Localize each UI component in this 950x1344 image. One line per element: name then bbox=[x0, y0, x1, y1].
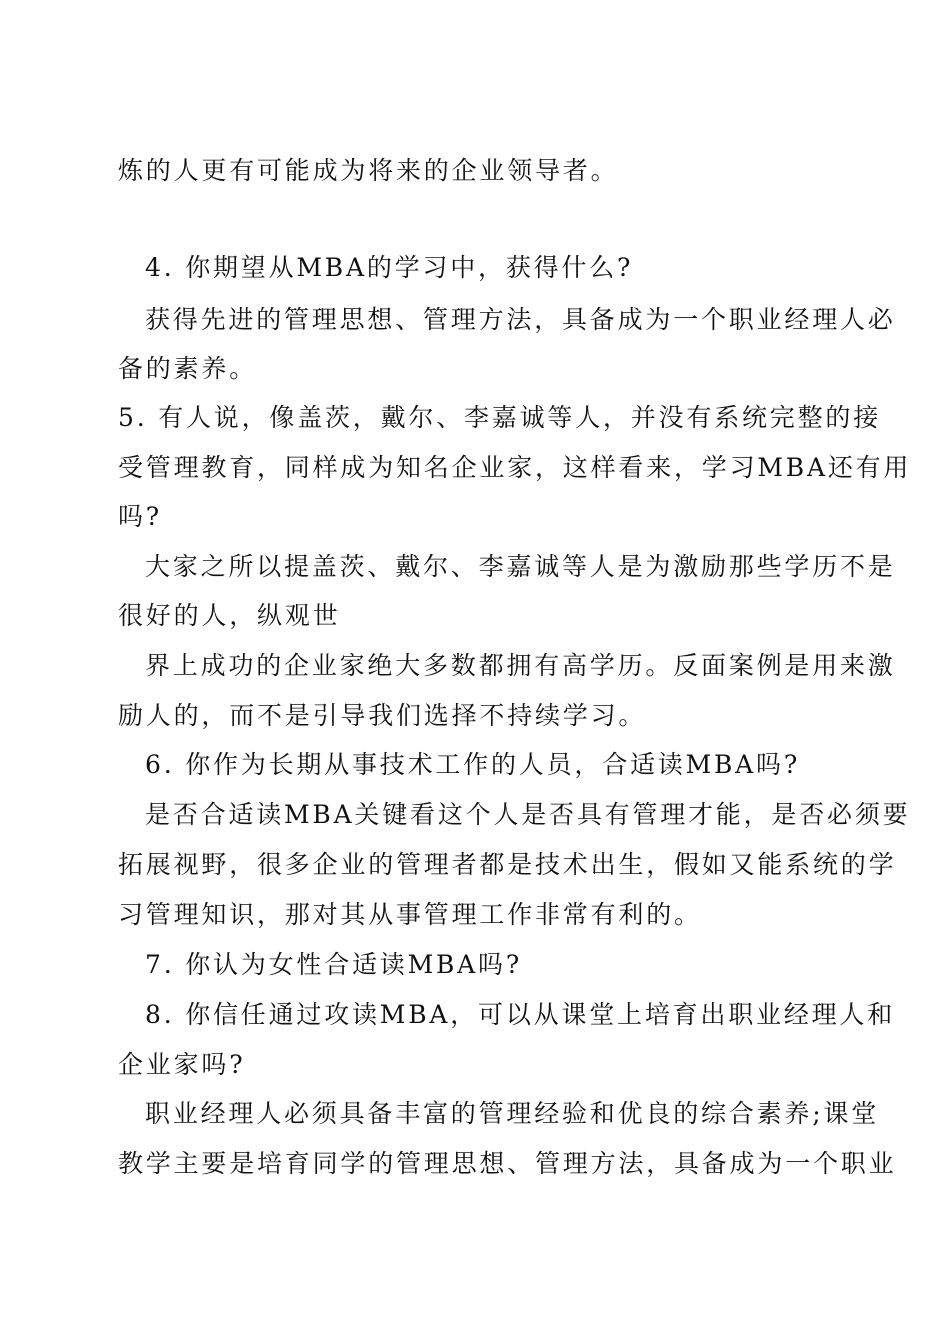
answer-line: 职业经理人必须具备丰富的管理经验和优良的综合素养;课堂 bbox=[145, 1099, 880, 1128]
answer-line: 励人的，而不是引导我们选择不持续学习。 bbox=[118, 701, 647, 730]
question-line: 7. 你认为女性合适读MBA吗? bbox=[145, 950, 523, 979]
question-line: 吗? bbox=[118, 502, 163, 531]
question-line: 企业家吗? bbox=[118, 1050, 246, 1079]
question-line: 8. 你信任通过攻读MBA，可以从课堂上培育出职业经理人和 bbox=[145, 1000, 896, 1029]
answer-line: 教学主要是培育同学的管理思想、管理方法，具备成为一个职业 bbox=[118, 1149, 897, 1178]
answer-line: 拓展视野，很多企业的管理者都是技术出生，假如又能系统的学 bbox=[118, 850, 897, 879]
answer-line: 获得先进的管理思想、管理方法，具备成为一个职业经理人必 bbox=[145, 305, 896, 334]
answer-line: 很好的人，纵观世 bbox=[118, 601, 341, 630]
question-line: 5. 有人说，像盖茨，戴尔、李嘉诚等人，并没有系统完整的接 bbox=[118, 403, 882, 432]
text-line: 炼的人更有可能成为将来的企业领导者。 bbox=[118, 156, 619, 185]
answer-line: 备的素养。 bbox=[118, 354, 258, 383]
answer-line: 是否合适读MBA关键看这个人是否具有管理才能，是否必须要 bbox=[145, 800, 911, 829]
question-line: 4. 你期望从MBA的学习中，获得什么? bbox=[145, 253, 634, 282]
answer-line: 习管理知识，那对其从事管理工作非常有利的。 bbox=[118, 900, 702, 929]
question-line: 受管理教育，同样成为知名企业家，这样看来，学习MBA还有用 bbox=[118, 453, 912, 482]
answer-line: 界上成功的企业家绝大多数都拥有高学历。反面案例是用来激 bbox=[145, 651, 896, 680]
question-line: 6. 你作为长期从事技术工作的人员，合适读MBA吗? bbox=[145, 750, 801, 779]
answer-line: 大家之所以提盖茨、戴尔、李嘉诚等人是为激励那些学历不是 bbox=[145, 552, 896, 581]
